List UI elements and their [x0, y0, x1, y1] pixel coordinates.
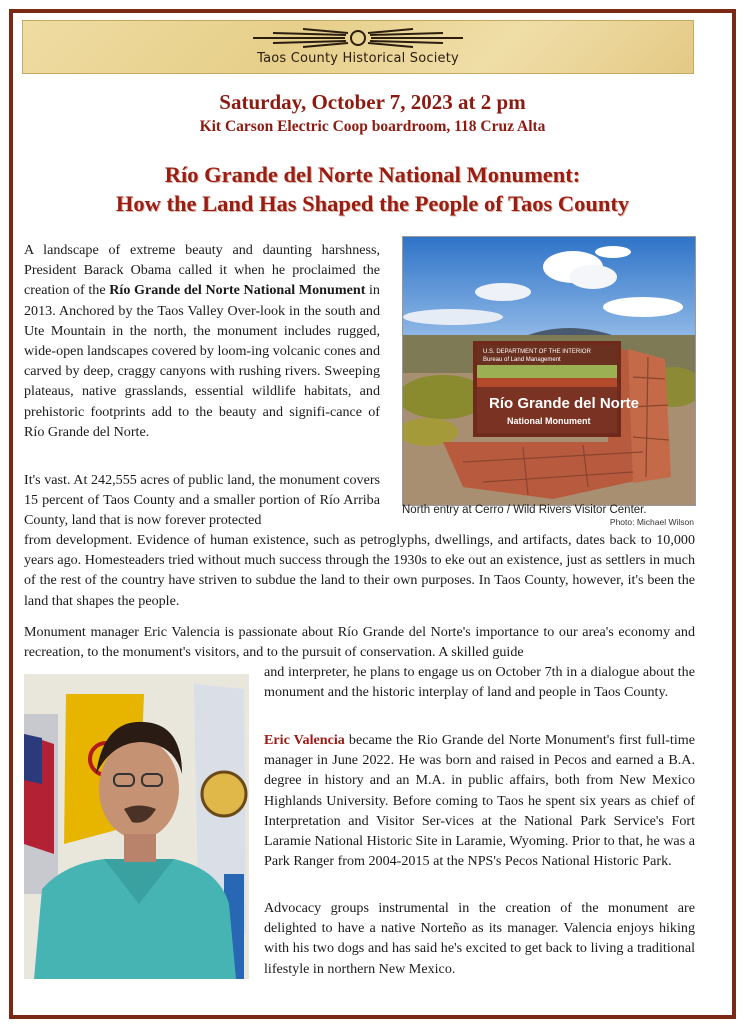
- advocacy-paragraph: Advocacy groups instrumental in the creation of the monument are delighted to have a native Norteño as its manager. Valencia enjoys hiking with his two dogs and has said he's excited to get back to living a traditional lifestyle in northern New Mexico.: [264, 900, 695, 977]
- manager-intro-paragraph: Monument manager Eric Valencia is passionate about Río Grande del Norte's importance to our area's economy and recreation, to the monument's visitors, and to the pursuit of conservation. A skilled guide: [24, 624, 695, 661]
- headline-line-1: Río Grande del Norte National Monument:: [164, 162, 581, 187]
- bio-name: Eric Valencia: [264, 732, 345, 748]
- event-date: Saturday, October 7, 2023 at 2 pm: [219, 90, 526, 114]
- society-banner: [22, 20, 694, 74]
- event-venue: Kit Carson Electric Coop boardroom, 118 Cruz Alta: [199, 118, 546, 135]
- intro-paragraph: A landscape of extreme beauty and daunting harshness, President Barack Obama called it when he proclaimed the creation of the Río Grande del Norte National Monument in 2013. Anchored by the Taos Valley Over-look in the south and Ute Mountain in the north, the monument includes rugged, wide-open landscapes covered by loom-ing volcanic cones and carved by deep, craggy canyons with rushing rivers. Sweeping plateaus, native grasslands, essential wildlife habitats, and prehistoric footprints add to the beauty and signifi-cance of Río Grande del Norte.: [24, 242, 380, 440]
- zia-sun-icon: [233, 25, 483, 53]
- caption-text: North entry at Cerro / Wild Rivers Visitor Center.: [402, 504, 647, 516]
- eric-valencia-photo: [24, 674, 249, 979]
- vastness-paragraph-start: It's vast. At 242,555 acres of public land, the monument covers 15 percent of Taos County and a smaller portion of Río Arriba County, land that is now forever protected: [24, 472, 380, 529]
- vastness-paragraph-end: from development. Evidence of human existence, such as petroglyphs, dwellings, and artifacts, dates back to 10,000 years ago. Homesteaders tried without much success through the 1930s to eke out an existence, just as settlers in much of the rest of the country have striven to subdue the land to their own purposes. In Taos County, however, it's been the land that shapes the people.: [24, 532, 695, 609]
- photo-credit: Photo: Michael Wilson: [609, 517, 694, 527]
- manager-intro-paragraph-cont: and interpreter, he plans to engage us on October 7th in a dialogue about the monument and the historic interplay of land and people in Taos County.: [264, 664, 695, 701]
- sign-agency-1: U.S. DEPARTMENT OF THE INTERIOR: [483, 349, 591, 355]
- sign-title: Río Grande del Norte: [489, 395, 640, 412]
- sign-agency-2: Bureau of Land Management: [483, 357, 561, 363]
- photo-caption: [402, 504, 694, 528]
- society-name: Taos County Historical Society: [257, 51, 459, 66]
- sign-subtitle: National Monument: [507, 416, 591, 426]
- bio-paragraph: Eric Valencia became the Rio Grande del Norte Monument's first full-time manager in June 2022. He was born and raised in Pecos and earned a B.A. degree in history and an M.A. in public affairs, both from New Mexico Highlands University. Before coming to Taos he spent six years as chief of Interpretation and Visitor Ser-vices at the National Park Service's Fort Laramie National Historic Site in Laramie, Wyoming. Prior to that, he was a Park Ranger from 2004-2015 at the NPS's Pecos National Historic Park.: [264, 732, 695, 870]
- monument-sign-photo: [402, 236, 696, 506]
- headline-line-2: How the Land Has Shaped the People of Taos County: [115, 191, 630, 216]
